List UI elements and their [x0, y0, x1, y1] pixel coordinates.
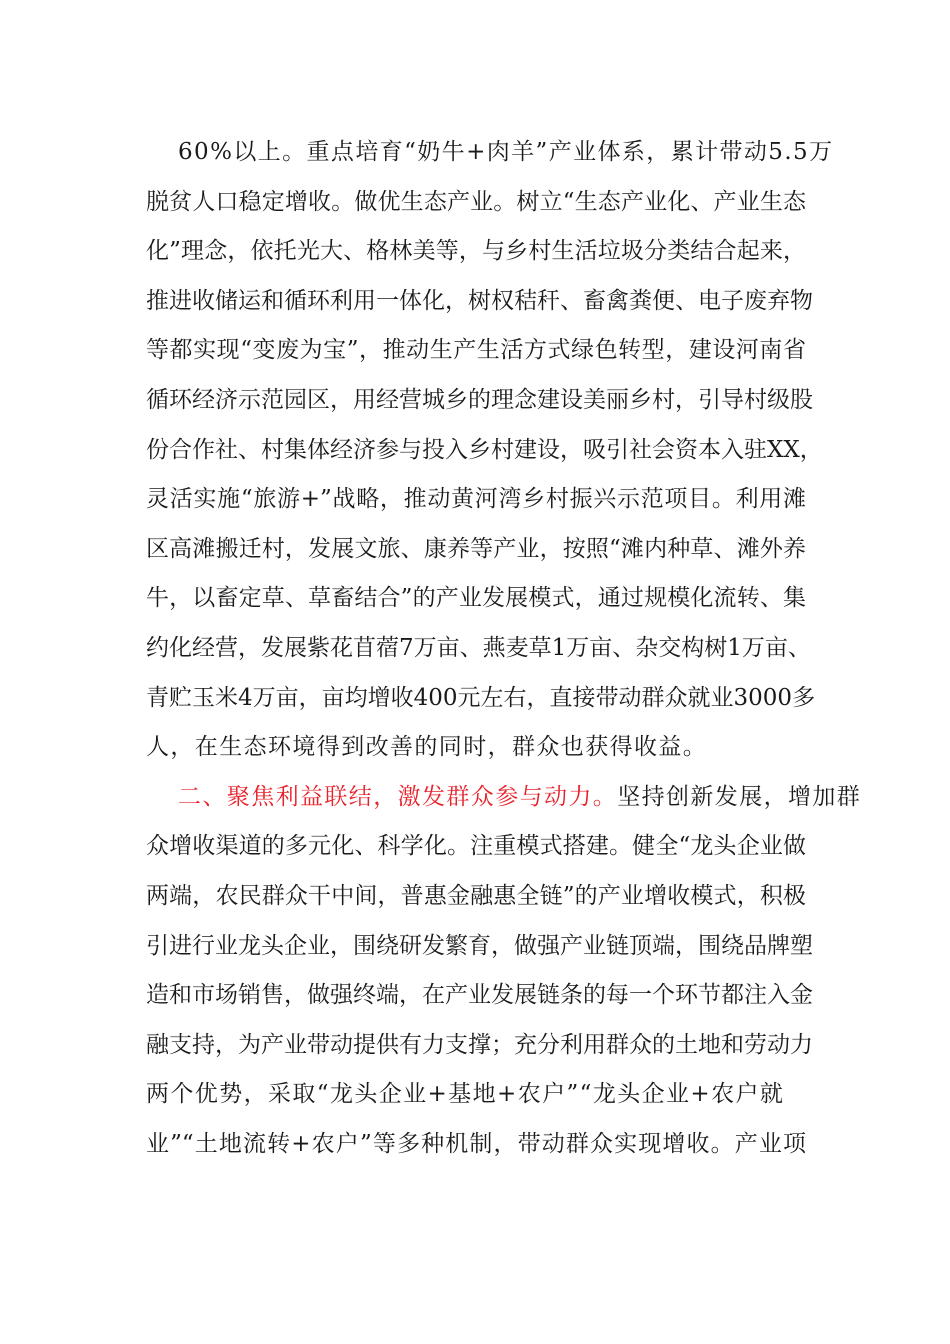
paragraph-line: 份合作社、村集体经济参与投入乡村建设，吸引社会资本入驻XX， — [146, 436, 823, 463]
paragraph-line: 推进收储运和循环利用一体化，树权秸秆、畜禽粪便、电子废弃物 — [146, 287, 813, 314]
paragraph-line: 众增收渠道的多元化、科学化。注重模式搭建。健全“龙头企业做 — [146, 833, 806, 860]
paragraph-line: 牛，以畜定草、草畜结合”的产业发展模式，通过规模化流转、集 — [146, 585, 806, 612]
paragraph-line: 化”理念，依托光大、格林美等，与乡村生活垃圾分类结合起来， — [146, 238, 806, 265]
paragraph-line: 引进行业龙头企业，围绕研发繁育，做强产业链顶端，围绕品牌塑 — [146, 932, 813, 959]
paragraph-line: 循环经济示范园区，用经营城乡的理念建设美丽乡村，引导村级股 — [146, 386, 813, 413]
paragraph-line: 两端，农民群众干中间，普惠金融惠全链”的产业增收模式，积极 — [146, 882, 806, 909]
paragraph-line: 60%以上。重点培育“奶牛+肉羊”产业体系，累计带动5.5万 — [178, 139, 834, 165]
paragraph-line: 两个优势，采取“龙头企业+基地+农户”“龙头企业+农户就 — [146, 1081, 785, 1108]
paragraph-line: 灵活实施“旅游+”战略，推动黄河湾乡村振兴示范项目。利用滩 — [146, 486, 806, 513]
paragraph-line: 脱贫人口稳定增收。做优生态产业。树立“生态产业化、产业生态 — [146, 188, 806, 215]
paragraph-line: 区高滩搬迁村，发展文旅、康养等产业，按照“滩内种草、滩外养 — [146, 535, 806, 562]
paragraph-2 — [146, 773, 862, 1170]
section-heading: 二、聚焦利益联结，激发群众参与动力。 — [178, 783, 618, 810]
paragraph-line: 等都实现“变废为宝”，推动生产生活方式绿色转型，建设河南省 — [146, 337, 806, 364]
paragraph-line: 造和市场销售，做强终端，在产业发展链条的每一个环节都注入金 — [146, 982, 813, 1009]
paragraph-line: 人，在生态环境得到改善的同时，群众也获得收益。 — [146, 734, 708, 761]
heading-line-rest: 坚持创新发展，增加群 — [617, 783, 862, 810]
paragraph-first-line — [146, 773, 862, 823]
paragraph-line: 业”“土地流转+农户”等多种机制，带动群众实现增收。产业项 — [146, 1130, 806, 1157]
paragraph-line: 青贮玉米4万亩，亩均增收400元左右，直接带动群众就业3000多 — [146, 684, 816, 711]
paragraph-line: 融支持，为产业带动提供有力支撑；充分利用群众的土地和劳动力 — [146, 1031, 813, 1058]
document-body — [146, 128, 862, 1169]
paragraph-line: 约化经营，发展紫花苜蓿7万亩、燕麦草1万亩、杂交构树1万亩、 — [146, 634, 811, 661]
paragraph-1 — [146, 128, 834, 773]
